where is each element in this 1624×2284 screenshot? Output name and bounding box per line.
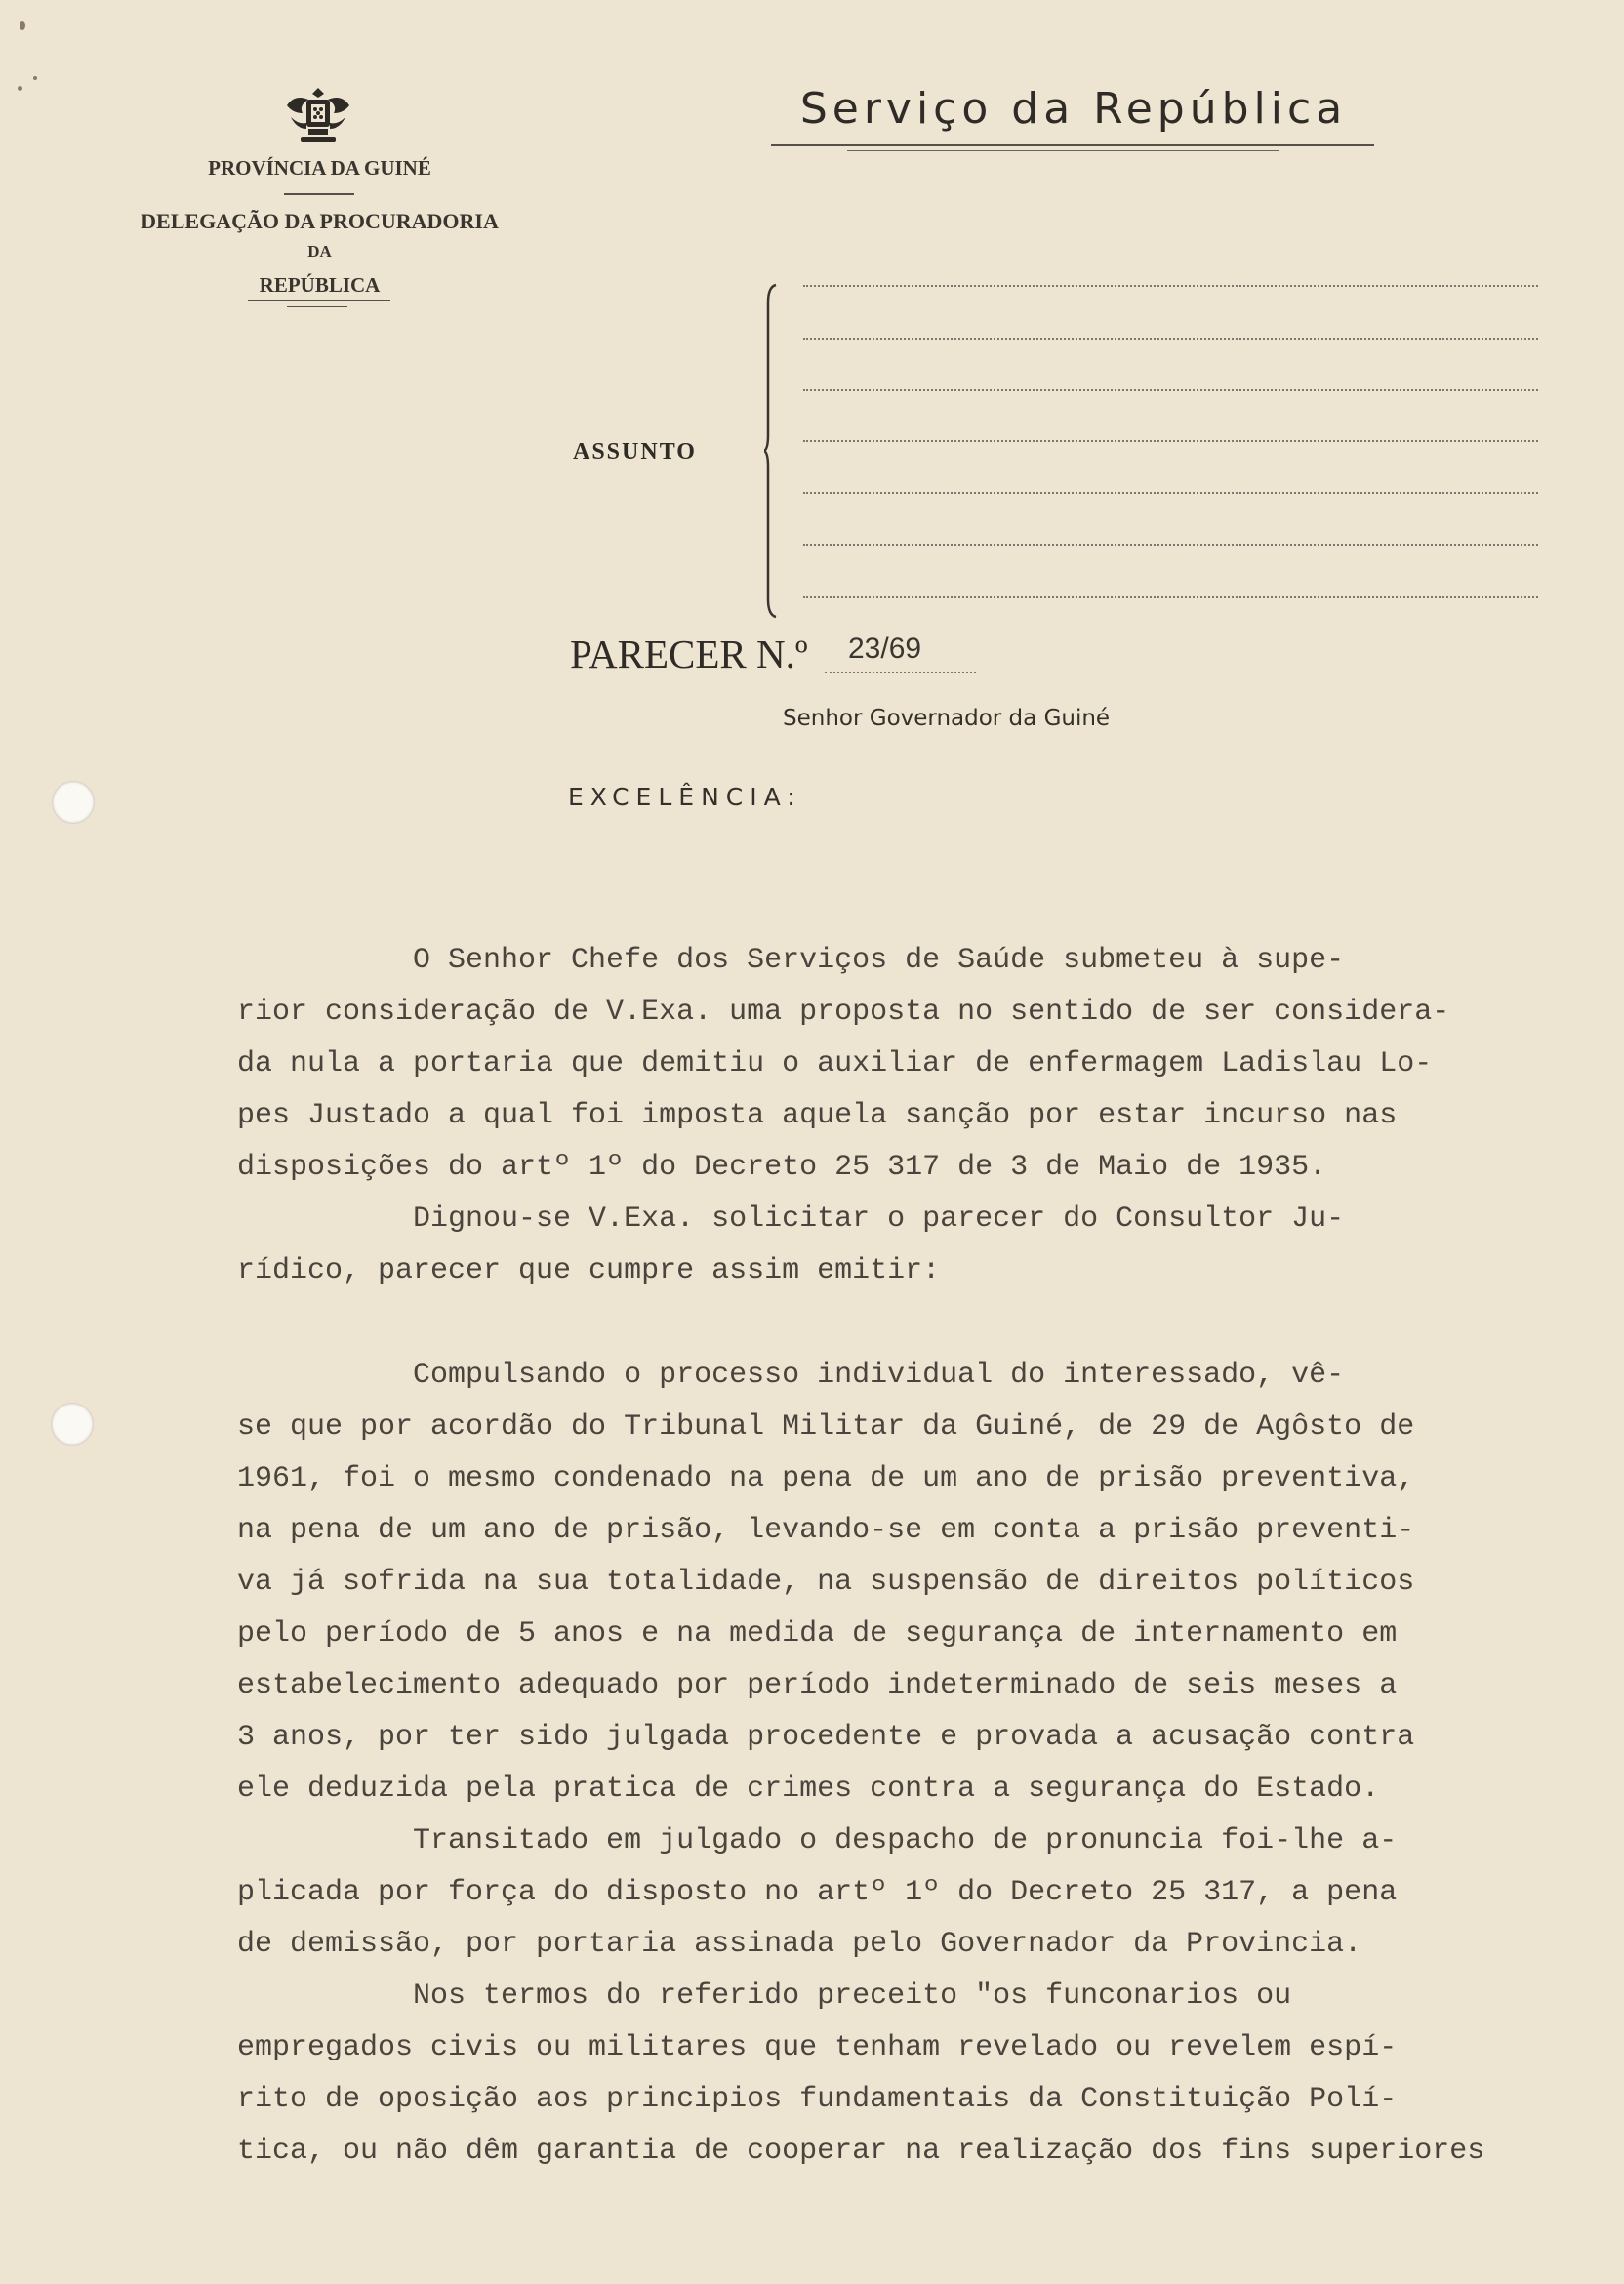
text-line: 3 anos, por ter sido julgada procedente e provada a acusação contra [237,1721,1415,1754]
text-line: rito de oposição aos principios fundamentais da Constituição Polí- [237,2083,1398,2116]
text-line: pes Justado a qual foi imposta aquela sanção por estar incurso nas [237,1099,1398,1132]
paper-stain [20,21,25,30]
org-delegation: DELEGAÇÃO DA PROCURADORIA [141,209,499,233]
text-line: estabelecimento adequado por período indeterminado de seis meses a [237,1669,1398,1702]
opinion-number: 23/69 [848,632,922,665]
service-title: Serviço da República [799,84,1348,134]
text-line: plicada por força do disposto no artº 1º do Decreto 25 317, a pena [237,1876,1398,1909]
divider [771,144,1374,146]
coat-of-arms-icon [279,84,357,144]
salutation: EXCELÊNCIA: [568,783,802,811]
subject-line [803,389,1538,391]
text-line: empregados civis ou militares que tenham revelado ou revelem espí- [237,2031,1398,2064]
text-line: rior consideração de V.Exa. uma proposta no sentido de ser considera- [237,996,1450,1029]
paper-stain [18,86,22,91]
org-province: PROVÍNCIA DA GUINÉ [208,156,431,180]
org-da: DA [307,242,332,261]
text-line: Dignou-se V.Exa. solicitar o parecer do Consultor Ju- [237,1203,1345,1236]
org-republic: REPÚBLICA [259,273,381,297]
opinion-label: PARECER N.º [570,632,808,676]
addressee: Senhor Governador da Guiné [783,706,1111,731]
divider [287,306,347,307]
text-line: na pena de um ano de prisão, levando-se em conta a prisão preventi- [237,1514,1415,1547]
text-line: tica, ou não dêm garantia de cooperar na realização dos fins superiores [237,2135,1485,2168]
text-line: 1961, foi o mesmo condenado na pena de um ano de prisão preventiva, [237,1462,1415,1495]
paper-stain [33,76,37,80]
subject-line [803,440,1538,442]
divider [284,193,354,195]
text-line: ele deduzida pela pratica de crimes contra a segurança do Estado. [237,1773,1380,1806]
text-line: se que por acordão do Tribunal Militar da Guiné, de 29 de Agôsto de [237,1410,1415,1444]
text-line: Compulsando o processo individual do interessado, vê- [237,1359,1345,1392]
text-line: rídico, parecer que cumpre assim emitir: [237,1254,941,1287]
subject-line [803,544,1538,546]
text-line: O Senhor Chefe dos Serviços de Saúde submeteu à supe- [237,944,1345,977]
text-line: da nula a portaria que demitiu o auxiliar de enfermagem Ladislau Lo- [237,1047,1433,1081]
text-line: va já sofrida na sua totalidade, na suspensão de direitos políticos [237,1566,1415,1599]
text-line: Transitado em julgado o despacho de pronuncia foi-lhe a- [237,1824,1398,1857]
typed-body [237,935,1604,2178]
divider [847,150,1279,151]
text-line: pelo período de 5 anos e na medida de segurança de internamento em [237,1617,1398,1651]
opinion-number-line [825,672,976,673]
subject-bracket [764,283,780,619]
punch-hole [51,1403,94,1446]
subject-label: ASSUNTO [573,439,697,465]
punch-hole [52,781,95,824]
divider [248,300,390,301]
text-line: Nos termos do referido preceito "os funconarios ou [237,1979,1292,2013]
text-line: de demissão, por portaria assinada pelo Governador da Provincia. [237,1928,1362,1961]
subject-line [803,596,1538,598]
subject-line [803,492,1538,494]
text-line: disposições do artº 1º do Decreto 25 317 de 3 de Maio de 1935. [237,1151,1327,1184]
subject-line [803,338,1538,340]
subject-line [803,285,1538,287]
